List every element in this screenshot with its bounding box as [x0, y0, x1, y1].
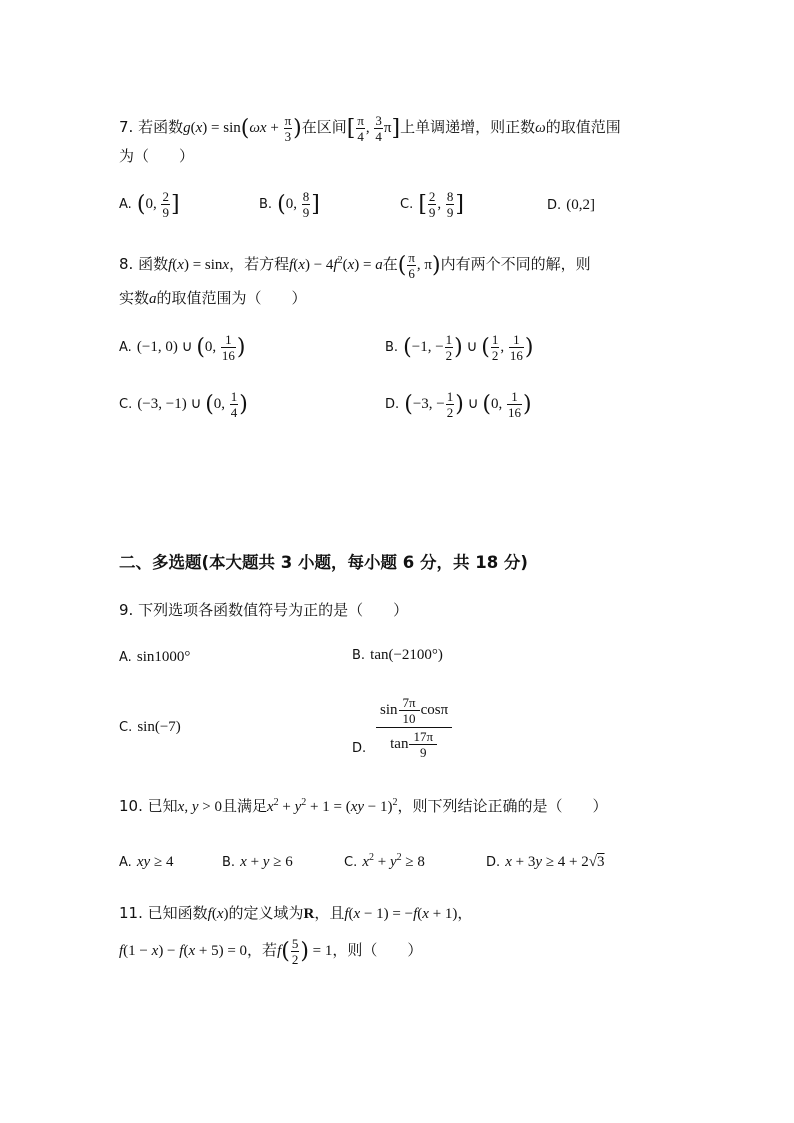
q8-interval: ( $\frac{\pi}{6}$ , π)	[397, 250, 441, 281]
q7-line1	[119, 114, 621, 143]
q11-line1: 11. 已知函数f(x)的定义域为R，且f(x − 1) = −f(x + 1)，	[119, 904, 473, 922]
q9-option-b: B. tan(−2100°)	[352, 647, 443, 663]
q10-option-c: C. $x^2 + y^2 \ge 8$	[344, 852, 425, 870]
q11-equation-1: f(x − 1) = −f(x + 1)	[344, 906, 458, 922]
q10-text: 10. 已知x, y > 0且满足$x^2 + y^2 + 1 = (xy - 1)^2$，则下列结论正确的是（ ）	[119, 797, 608, 815]
q8-option-c: C. (−3, −1) ∪ (0, $\frac{1}{4}$ )	[119, 389, 248, 420]
q7-option-a: A. (0, $\frac{2}{9}$ ]	[119, 189, 180, 220]
q7-post: 上单调递增，则正数ω的取值范围	[400, 117, 621, 136]
q7-mid: 在区间	[301, 117, 347, 136]
q11-equation-3: f( $\frac{5}{2}$ ) = 1	[277, 936, 333, 967]
q7-option-b: B. (0, $\frac{8}{9}$ ]	[259, 189, 320, 220]
q10-equation: $x^2 + y^2 + 1 = (xy - 1)^2$	[266, 797, 398, 815]
q11-equation-2: f(1 − x) − f(x + 5) = 0	[119, 942, 248, 959]
q7-func: g(x) = sin(ωx + $\frac{\pi}{3}$ )	[183, 113, 302, 144]
q8-option-d: D. (−3, − $\frac{1}{2}$ ) ∪ (0, $\frac{1}{16}$ )	[385, 389, 532, 420]
q10-option-a: A. xy ≥ 4	[119, 854, 174, 870]
section-2-title: 二、多选题(本大题共 3 小题，每小题 6 分，共 18 分)	[119, 553, 528, 572]
q8-option-a: A. (−1, 0) ∪ (0, $\frac{1}{16}$ )	[119, 332, 246, 363]
q7-line2: 为（ ）	[119, 147, 195, 165]
q11-line2: f(1 − x) − f(x + 5) = 0，若f( $\frac{5}{2}$ ) = 1，则（ ）	[119, 936, 423, 967]
q8-option-b: B. (−1, − $\frac{1}{2}$ ) ∪ ( $\frac{1}{2}$ , $\frac{1}{16}$ )	[385, 332, 534, 363]
q10-option-b: B. x + y ≥ 6	[222, 854, 293, 870]
q9-text: 9. 下列选项各函数值符号为正的是（ ）	[119, 601, 409, 619]
q9-option-d-label: D.	[352, 741, 367, 756]
q9-option-d-expression: sin $\frac{7\pi}{10}$ cosπ tan $\frac{17\pi}{9}$	[376, 696, 452, 759]
q7-number: 7.	[119, 117, 134, 136]
q9-option-c: C. sin(−7)	[119, 719, 181, 735]
q7-option-c: C. [ $\frac{2}{9}$ , $\frac{8}{9}$ ]	[400, 189, 464, 220]
q8-equation: $f(x) - 4f^2(x) = a$	[289, 254, 383, 273]
q7-interval: [ $\frac{\pi}{4}$ , $\frac{3}{4}$ π]	[346, 113, 401, 144]
q8-line1: 8. 函数f(x) = sinx，若方程$f(x) - 4f^2(x) = a$在( $\frac{\pi}{6}$ , π)内有两个不同的解，则	[119, 250, 591, 281]
q8-line2: 实数a的取值范围为（ ）	[119, 289, 307, 307]
q7-option-d: D. (0,2]	[547, 197, 595, 213]
q9-option-a: A. sin1000°	[119, 649, 191, 665]
q10-option-d: D. x + 3y ≥ 4 + 2√3	[486, 854, 605, 870]
q8-func: f(x) = sinx	[168, 256, 230, 273]
q10-condition: x	[177, 799, 185, 815]
q7-pre: 若函数	[138, 117, 184, 136]
